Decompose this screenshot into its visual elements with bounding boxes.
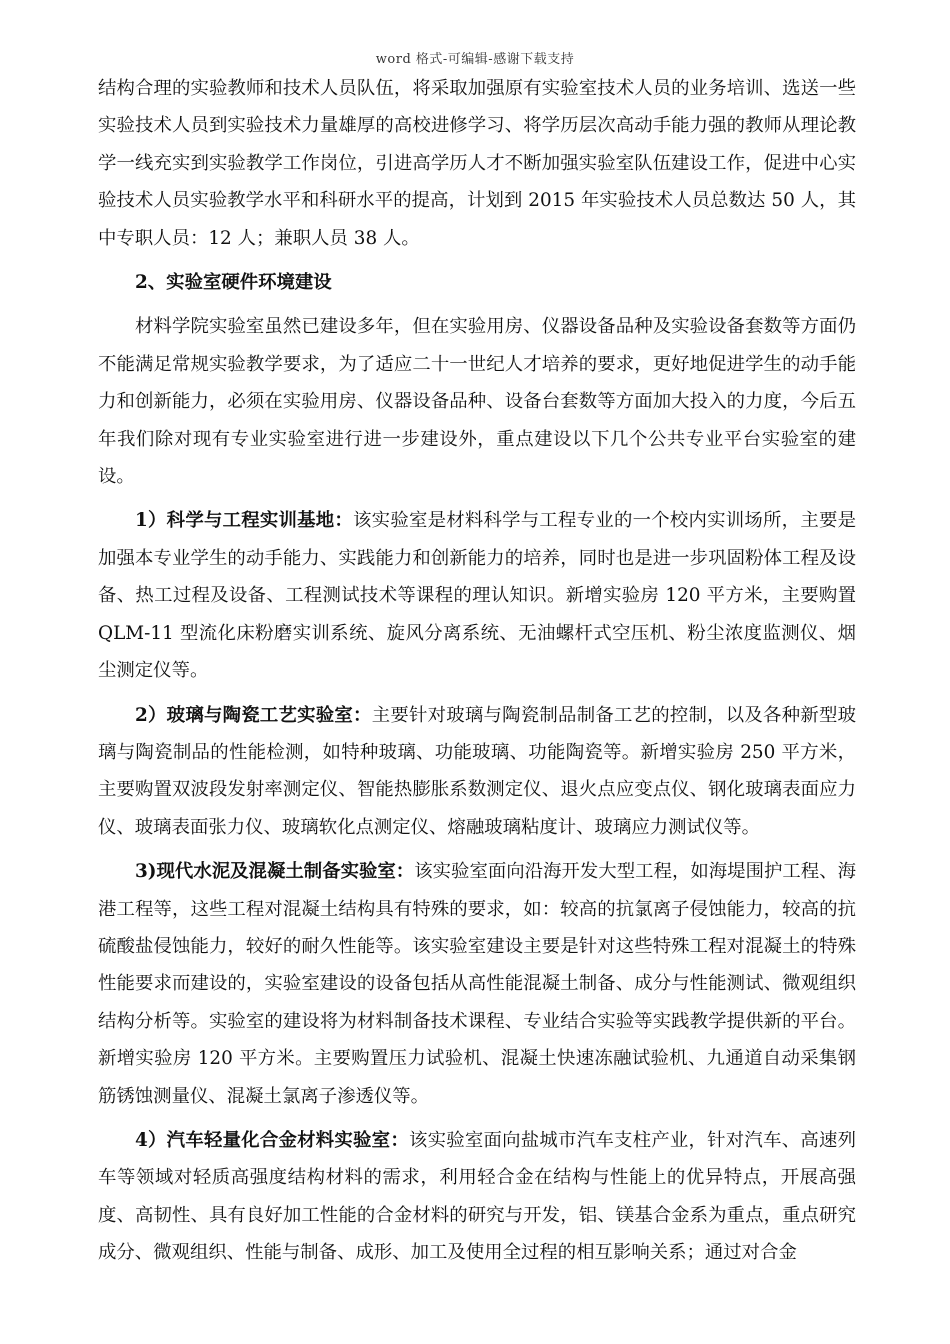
page-header: word 格式-可编辑-感谢下载支持 [375, 52, 575, 67]
list-item-body: 主要针对玻璃与陶瓷制品制备工艺的控制，以及各种新型玻璃与陶瓷制品的性能检测，如特种玻璃、功能玻璃、功能陶瓷等。新增实验房 250 平方米，主要购置双波段发射率测定仪、智能热膨胀系数测定仪、退火点应变点仪、钢化玻璃表面应力仪、玻璃表面张力仪、玻璃软化点测定仪、熔融玻璃粘度计、玻璃应力测试仪等。 [98, 704, 856, 838]
list-item-lead: 3)现代水泥及混凝土制备实验室： [135, 861, 415, 883]
list-item-body: 该实验室是材料科学与工程专业的一个校内实训场所，主要是加强本专业学生的动手能力、实践能力和创新能力的培养，同时也是进一步巩固粉体工程及设备、热工过程及设备、工程测试技术等课程的理认知识。新增实验房 120 平方米，主要购置 QLM-11 型流化床粉磨实训系统、旋风分离系统、无油螺杆式空压机、粉尘浓度监测仪、烟尘测定仪等。 [98, 510, 856, 682]
list-item-body: 该实验室面向沿海开发大型工程，如海堤围护工程、海港工程等，这些工程对混凝土结构具有特殊的要求，如：较高的抗氯离子侵蚀能力，较高的抗硫酸盐侵蚀能力，较好的耐久性能等。该实验室建设主要是针对这些特殊工程对混凝土的特殊性能要求而建设的，实验室建设的设备包括从高性能混凝土制备、成分与性能测试、微观组织结构分析等。实验室的建设将为材料制备技术课程、专业结合实验等实践教学提供新的平台。新增实验房 120 平方米。主要购置压力试验机、混凝土快速冻融试验机、九通道自动采集钢筋锈蚀测量仪、混凝土氯离子渗透仪等。 [98, 861, 856, 1107]
list-item-lightweight-alloy-lab [98, 1122, 856, 1272]
section-heading-hardware: 2、实验室硬件环境建设 [135, 272, 332, 294]
list-item-body: 该实验室面向盐城市汽车支柱产业，针对汽车、高速列车等领域对轻质高强度结构材料的需求，利用轻合金在结构与性能上的优异特点，开展高强度、高韧性、具有良好加工性能的合金材料的研究与开发，铝、镁基合金系为重点，重点研究成分、微观组织、性能与制备、成形、加工及使用全过程的相互影响关系；通过对合金 [98, 1129, 857, 1264]
list-item-cement-concrete-lab [98, 853, 856, 1115]
list-item-lead: 1）科学与工程实训基地： [135, 510, 354, 532]
list-item-lead: 2）玻璃与陶瓷工艺实验室： [135, 704, 372, 726]
list-item-lead: 4）汽车轻量化合金材料实验室： [135, 1129, 409, 1151]
document-body [98, 70, 856, 1279]
list-item-training-base [98, 502, 856, 689]
list-item-glass-ceramics-lab [98, 697, 856, 847]
paragraph-hardware-intro: 材料学院实验室虽然已建设多年，但在实验用房、仪器设备品种及实验设备套数等方面仍不能满足常规实验教学要求，为了适应二十一世纪人才培养的要求，更好地促进学生的动手能力和创新能力，必须在实验用房、仪器设备品种、设备台套数等方面加大投入的力度，今后五年我们除对现有专业实验室进行进一步建设外，重点建设以下几个公共专业平台实验室的建设。 [98, 316, 856, 488]
paragraph-staff-plan: 结构合理的实验教师和技术人员队伍，将采取加强原有实验室技术人员的业务培训、选送一些实验技术人员到实验技术力量雄厚的高校进修学习、将学历层次高动手能力强的教师从理论教学一线充实到实验教学工作岗位，引进高学历人才不断加强实验室队伍建设工作，促进中心实验技术人员实验教学水平和科研水平的提高，计划到 2015 年实验技术人员总数达 50 人，其中专职人员：12 人；兼职人员 38 人。 [98, 78, 856, 249]
